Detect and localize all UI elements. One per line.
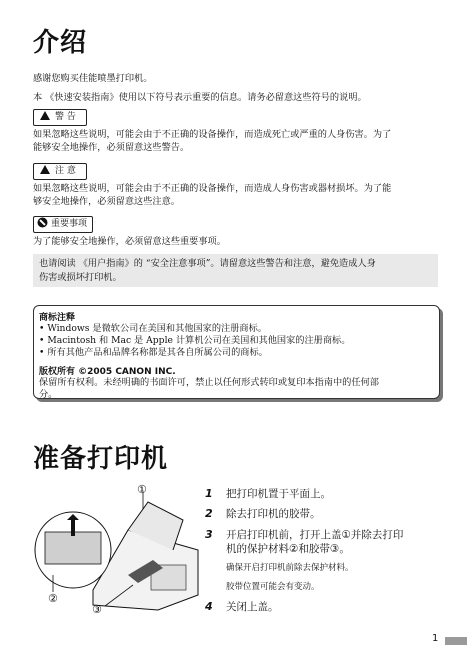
step-text: 关闭上盖。	[226, 601, 279, 613]
page-number: 1	[432, 633, 439, 644]
copyright-line-2: 分。	[39, 389, 58, 400]
step-text-line-1: 开启打印机前，打开上盖①并除去打印	[226, 529, 404, 541]
callout-1: ①	[137, 483, 147, 496]
intro-paragraph-1: 感谢您购买佳能喷墨打印机。	[33, 73, 153, 84]
caution-triangle-icon	[40, 165, 50, 174]
warning-text-line-1: 如果忽略这些说明，可能会由于不正确的设备操作，而造成死亡或严重的人身伤害。为了	[33, 129, 392, 140]
callout-2: ②	[48, 592, 58, 605]
caution-text-line-2: 够安全地操作，必须留意这些注意。	[33, 196, 180, 207]
trademark-item: • 所有其他产品和品牌名称都是其各自所属公司的商标。	[39, 347, 268, 358]
important-badge	[33, 216, 93, 233]
important-text: 为了能够安全地操作，必须留意这些重要事项。	[33, 236, 226, 247]
trademark-item: • Macintosh 和 Mac 是 Apple 计算机公司在美国和其他国家的注册商标。	[39, 335, 351, 346]
prohibition-icon	[37, 217, 48, 228]
step-text: 除去打印机的胶带。	[226, 508, 321, 520]
step-number: 2	[205, 507, 213, 520]
safety-note-line-1: 也请阅读 《用户指南》的 “安全注意事项”。请留意这些警告和注意，避免造成人身	[39, 258, 376, 269]
intro-title: 介绍	[33, 28, 88, 58]
trademark-item: • Windows 是微软公司在美国和其他国家的注册商标。	[39, 323, 267, 334]
trademark-box	[33, 305, 440, 399]
warning-triangle-icon	[40, 111, 50, 120]
trademark-heading: 商标注释	[39, 313, 76, 323]
warning-label: 警 告	[55, 112, 76, 122]
step-text: 把打印机置于平面上。	[226, 488, 331, 500]
copyright-heading: 版权所有 ©2005 CANON INC.	[39, 367, 176, 377]
intro-paragraph-2: 本 《快速安装指南》使用以下符号表示重要的信息。请务必留意这些符号的说明。	[33, 92, 367, 103]
caution-label: 注 意	[55, 166, 76, 176]
step-number: 1	[205, 487, 213, 500]
step-number: 4	[205, 600, 213, 613]
step-text-line-2: 机的保护材料②和胶带③。	[226, 543, 350, 555]
step-number: 3	[205, 528, 213, 541]
safety-note-line-2: 伤害或损坏打印机。	[39, 272, 122, 283]
step-3-note-1: 确保开启打印机前除去保护材料。	[226, 563, 354, 573]
caution-text-line-1: 如果忽略这些说明，可能会由于不正确的设备操作，而造成人身伤害或器材损坏。为了能	[33, 183, 392, 194]
copyright-line-1: 保留所有权利。未经明确的书面许可，禁止以任何形式转印或复印本指南中的任何部	[39, 377, 379, 388]
warning-text-line-2: 能够安全地操作，必须留意这些警告。	[33, 142, 190, 153]
callout-3: ③	[92, 603, 102, 616]
printer-illustration	[33, 480, 203, 620]
warning-badge	[33, 109, 87, 126]
caution-badge	[33, 163, 87, 180]
page-number-bar	[445, 637, 467, 645]
prepare-title: 准备打印机	[33, 444, 169, 474]
safety-note-box	[33, 254, 438, 287]
important-label: 重要事项	[51, 219, 88, 229]
step-3-note-2: 胶带位置可能会有变动。	[226, 582, 320, 592]
